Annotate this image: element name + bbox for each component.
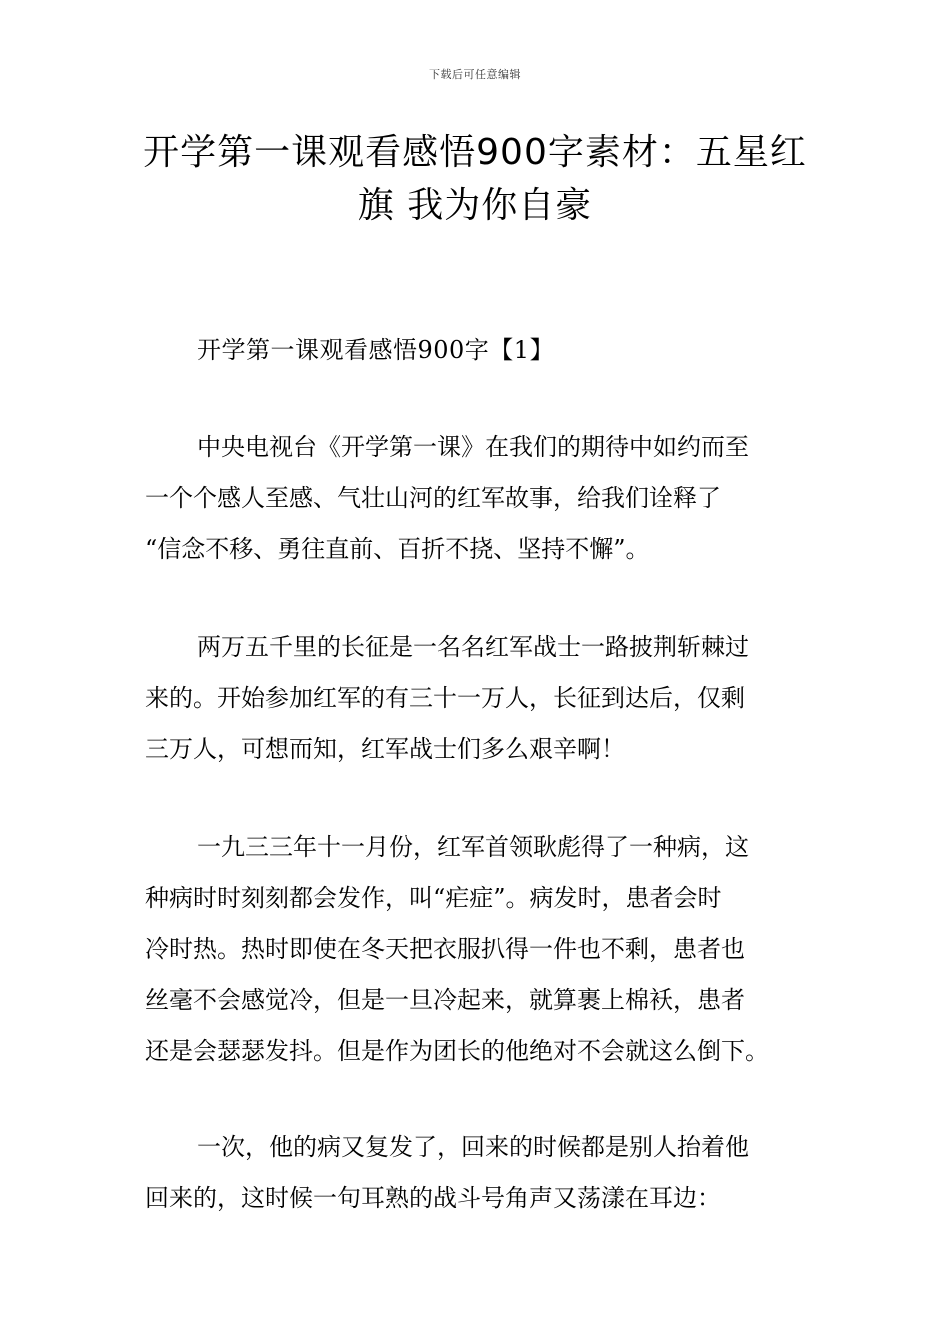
paragraph-line: 一次，他的病又复发了，回来的时候都是别人抬着他 xyxy=(197,1133,749,1161)
paragraph-line: 一个个感人至感、气壮山河的红军故事，给我们诠释了 xyxy=(145,484,721,512)
document-title xyxy=(140,126,810,232)
paragraph xyxy=(145,622,815,775)
section-heading: 开学第一课观看感悟900字【1】 xyxy=(197,336,555,364)
paragraph-line: 中央电视台《开学第一课》在我们的期待中如约而至 xyxy=(197,433,749,461)
paragraph-line: 丝毫不会感觉冷，但是一旦冷起来，就算裹上棉袄，患者 xyxy=(145,986,745,1014)
paragraph-line: 来的。开始参加红军的有三十一万人，长征到达后，仅剩 xyxy=(145,684,745,712)
paragraph-line: 还是会瑟瑟发抖。但是作为团长的他绝对不会就这么倒下。 xyxy=(145,1037,769,1065)
header-note: 下载后可任意编辑 xyxy=(429,68,521,81)
paragraph-line: 三万人，可想而知，红军战士们多么艰辛啊！ xyxy=(145,735,625,763)
paragraph xyxy=(145,422,815,575)
paragraph-line: 种病时时刻刻都会发作，叫“疟症”。病发时，患者会时 xyxy=(145,884,722,912)
paragraph-line: 一九三三年十一月份，红军首领耿彪得了一种病，这 xyxy=(197,833,749,861)
paragraph-line: “信念不移、勇往直前、百折不挠、坚持不懈”。 xyxy=(145,535,650,563)
paragraph-line: 回来的，这时候一句耳熟的战斗号角声又荡漾在耳边： xyxy=(145,1184,721,1212)
title-line-1: 开学第一课观看感悟900字素材：五星红 xyxy=(143,132,807,173)
paragraph-line: 两万五千里的长征是一名名红军战士一路披荆斩棘过 xyxy=(197,633,749,661)
paragraph xyxy=(145,1122,815,1224)
paragraph-line: 冷时热。热时即使在冬天把衣服扒得一件也不剩，患者也 xyxy=(145,935,745,963)
paragraph xyxy=(145,822,815,1077)
title-line-2: 旗 我为你自豪 xyxy=(357,185,593,226)
